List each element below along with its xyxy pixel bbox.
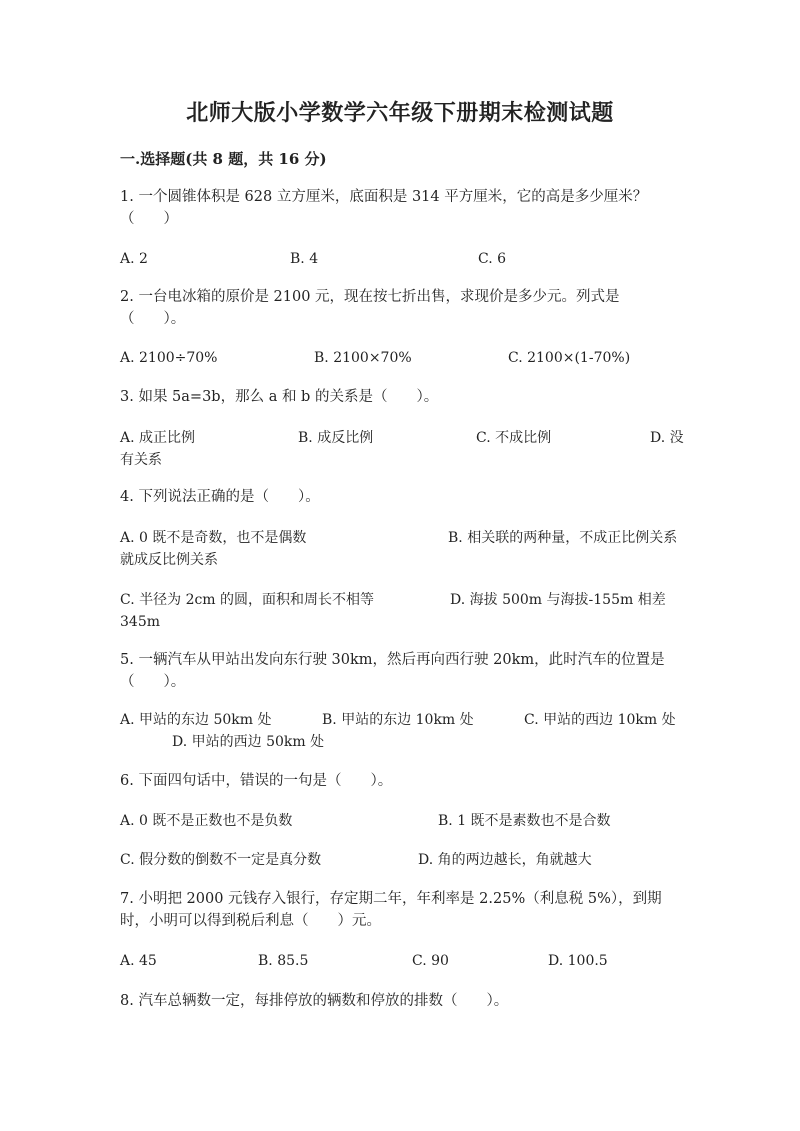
option-a[interactable]: A. 2100÷70%: [120, 350, 218, 366]
option-d[interactable]: D. 没有关系: [120, 430, 684, 468]
option-d[interactable]: D. 甲站的西边 50km 处: [172, 734, 325, 750]
option-a[interactable]: A. 甲站的东边 50km 处: [120, 712, 272, 728]
page-title: 北师大版小学数学六年级下册期末检测试题: [186, 100, 614, 126]
option-b[interactable]: B. 成反比例: [298, 430, 374, 446]
option-c[interactable]: C. 半径为 2cm 的圆，面积和周长不相等: [120, 592, 375, 608]
option-d[interactable]: D. 100.5: [548, 953, 608, 969]
question-1: 1. 一个圆锥体积是 628 立方厘米，底面积是 314 平方厘米，它的高是多少厘米？（ ）: [120, 189, 648, 227]
option-b[interactable]: B. 甲站的东边 10km 处: [322, 712, 474, 728]
option-b[interactable]: B. 相关联的两种量，不成正比例关系就成反比例关系: [120, 530, 678, 568]
question-7: 7. 小明把 2000 元钱存入银行，存定期二年，年利率是 2.25%（利息税 5%），到期时，小明可以得到税后利息（ ）元。: [120, 891, 662, 929]
option-a[interactable]: A. 成正比例: [120, 430, 196, 446]
section-heading: 一.选择题(共 8 题，共 16 分): [120, 150, 327, 168]
option-c[interactable]: C. 2100×(1-70%): [508, 350, 631, 366]
question-5: 5. 一辆汽车从甲站出发向东行驶 30km，然后再向西行驶 20km，此时汽车的位置是（ ）。: [120, 652, 665, 690]
option-d[interactable]: D. 角的两边越长，角就越大: [418, 852, 592, 868]
option-b[interactable]: B. 1 既不是素数也不是合数: [438, 813, 611, 829]
question-3: 3. 如果 5a=3b，那么 a 和 b 的关系是（ ）。: [120, 389, 439, 405]
option-a[interactable]: A. 0 既不是奇数，也不是偶数: [120, 530, 307, 546]
option-b[interactable]: B. 2100×70%: [314, 350, 412, 366]
option-c[interactable]: C. 甲站的西边 10km 处: [524, 712, 676, 728]
option-a[interactable]: A. 45: [120, 953, 157, 969]
option-d[interactable]: D. 海拔 500m 与海拔-155m 相差 345m: [120, 592, 666, 630]
option-c[interactable]: C. 6: [478, 251, 507, 267]
option-a[interactable]: A. 0 既不是正数也不是负数: [120, 813, 293, 829]
question-8: 8. 汽车总辆数一定，每排停放的辆数和停放的排数（ ）。: [120, 993, 509, 1009]
option-b[interactable]: B. 85.5: [258, 953, 309, 969]
option-b[interactable]: B. 4: [290, 251, 319, 267]
question-2: 2. 一台电冰箱的原价是 2100 元，现在按七折出售，求现价是多少元。列式是（ ）。: [120, 289, 620, 327]
question-4: 4. 下列说法正确的是（ ）。: [120, 489, 320, 505]
option-a[interactable]: A. 2: [120, 251, 148, 267]
question-6: 6. 下面四句话中，错误的一句是（ ）。: [120, 773, 393, 789]
option-c[interactable]: C. 假分数的倒数不一定是真分数: [120, 852, 322, 868]
option-c[interactable]: C. 不成比例: [476, 430, 552, 446]
option-c[interactable]: C. 90: [412, 953, 449, 969]
